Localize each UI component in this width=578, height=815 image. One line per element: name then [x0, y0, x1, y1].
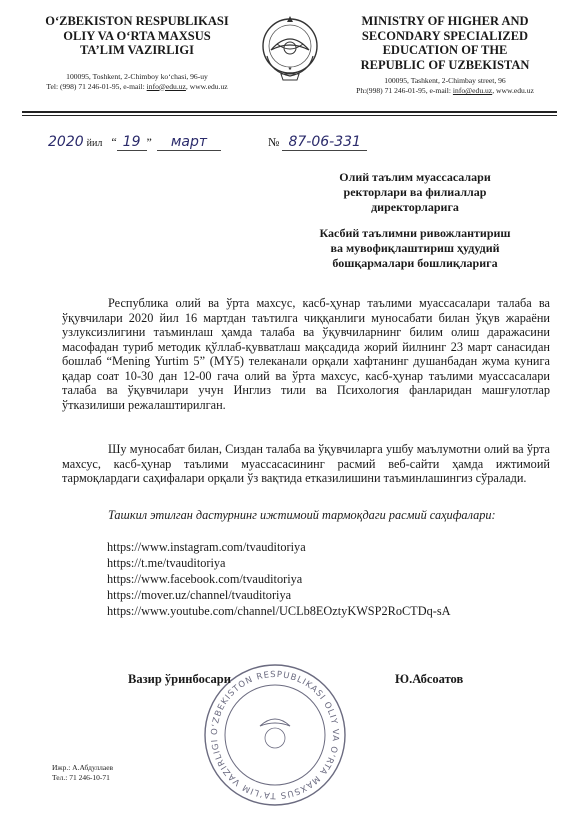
executor-phone: Тел.: 71 246-10-71	[52, 773, 110, 782]
addressee-block-1	[280, 170, 550, 215]
addressee-line: ректорлари ва филиаллар	[343, 185, 487, 199]
ministry-name-uz	[22, 14, 252, 92]
svg-text:O‘ZBEKISTON RESPUBLIKASI OLIY	[210, 670, 340, 800]
address-line: 100095, Toshkent, 2-Chimboy ko‘chasi, 96-uy	[66, 71, 208, 81]
addressee-line: директорларига	[371, 200, 459, 214]
header-divider-thin	[22, 115, 557, 116]
site-text: , www.edu.uz	[492, 86, 534, 95]
month-handwritten: март	[157, 134, 221, 151]
ministry-name-en	[330, 14, 560, 96]
link-youtube[interactable]: https://www.youtube.com/channel/UCLb8EOztyKWSP2RoCTDq-sA	[107, 604, 451, 618]
body-paragraph-1: Республика олий ва ўрта махсус, касб-ҳунар таълими муассасалари талаба ва ўқувчилари 2020 йил 16 мартдан таътилга чиққанлиги муносабати билан ўқув жараёни узлуксизлигини таъминлаш ҳамда талаба ва ўқувчиларнинг билим олиш даражасини масофадан туриб методик қўллаб-қувватлаш мақсадида жорий йилнинг 23 март санасидан бошлаб “Mening Yurtim 5” (MY5) телеканали орқали хафтанинг душанбадан жума кунига қадар соат 10-30 дан 12-00 гача олий ва ўрта махсус, касб-ҳунар таълими муассасалари талаба ва ўқувчилари учун Инглиз тили ва Психология фанларидан машғулотлар ўтказилиши режалаштирилган.	[62, 296, 550, 412]
link-telegram[interactable]: https://t.me/tvauditoriya	[107, 556, 226, 570]
org-line: EDUCATION OF THE	[382, 43, 508, 57]
year-suffix: йил	[86, 138, 103, 149]
link-instagram[interactable]: https://www.instagram.com/tvauditoriya	[107, 540, 306, 554]
org-line: SECONDARY SPECIALIZED	[361, 28, 529, 43]
address-en	[330, 76, 560, 96]
org-line: MINISTRY OF HIGHER AND	[361, 14, 529, 28]
contacts-line	[22, 82, 252, 92]
registration-line: 2020 йил “ 19 ” март № 87-06-331	[48, 134, 367, 150]
document-number: 87-06-331	[282, 134, 366, 151]
org-line: REPUBLIC OF UZBEKISTAN	[360, 57, 530, 72]
email-link[interactable]: info@edu.uz	[452, 86, 493, 95]
link-mover[interactable]: https://mover.uz/channel/tvauditoriya	[107, 588, 292, 602]
signatory-name: Ю.Абсоатов	[395, 672, 464, 686]
org-line: TA’LIM VAZIRLIGI	[79, 43, 195, 57]
site-text: , www.edu.uz	[185, 81, 228, 91]
org-line: OLIY VA O‘RTA MAXSUS	[63, 28, 211, 43]
addressee-line: ва мувофиқлаштириш ҳудудий	[330, 241, 500, 255]
body-paragraph-2: Шу муносабат билан, Сиздан талаба ва ўқувчиларга ушбу маълумотни олий ва ўрта махсус, касб-ҳунар таълими муассасасининг расмий веб-сайти ҳамда ижтимоий тармоқлардаги саҳифалари орқали ўз вақтида етказилишини таъминлашингиз сўралади.	[62, 442, 550, 485]
address-uz	[22, 72, 252, 92]
org-line: O‘ZBEKISTON RESPUBLIKASI	[45, 14, 229, 28]
body-paragraph-3: Ташкил этилган дастурнинг ижтимоий тармоқдаги расмий саҳифалари:	[108, 508, 496, 522]
addressee-line: бошқармалари бошлиқларига	[332, 256, 498, 270]
executor-info	[52, 763, 113, 783]
signatory-title: Вазир ўринбосари	[128, 672, 231, 686]
stamp-text: O‘ZBEKISTON RESPUBLIKASI OLIY VA O‘RTA MAXSUS TA’LIM VAZIRLIGI	[209, 669, 341, 801]
contacts-text: Ph:(998) 71 246-01-95, e-mail:	[356, 86, 453, 95]
header-divider-thick	[22, 111, 557, 113]
email-link[interactable]: info@edu.uz	[146, 81, 186, 91]
year-handwritten: 2020	[48, 134, 84, 150]
address-line: 100095, Tashkent, 2-Chimbay street, 96	[384, 76, 506, 85]
svg-text:★: ★	[287, 66, 293, 72]
executor-name: Ижр.: А.Абдуллаев	[52, 763, 114, 772]
link-facebook[interactable]: https://www.facebook.com/tvauditoriya	[107, 572, 303, 586]
addressee-line: Касбий таълимни ривожлантириш	[319, 226, 511, 240]
contacts-line	[330, 86, 560, 96]
number-sign: №	[268, 135, 280, 149]
addressee-block-2	[280, 226, 550, 271]
day-handwritten: 19	[117, 134, 147, 151]
state-emblem-icon	[257, 10, 323, 86]
addressee-line: Олий таълим муассасалари	[339, 170, 491, 184]
contacts-text: Tel: (998) 71 246-01-95, e-mail:	[46, 81, 147, 91]
